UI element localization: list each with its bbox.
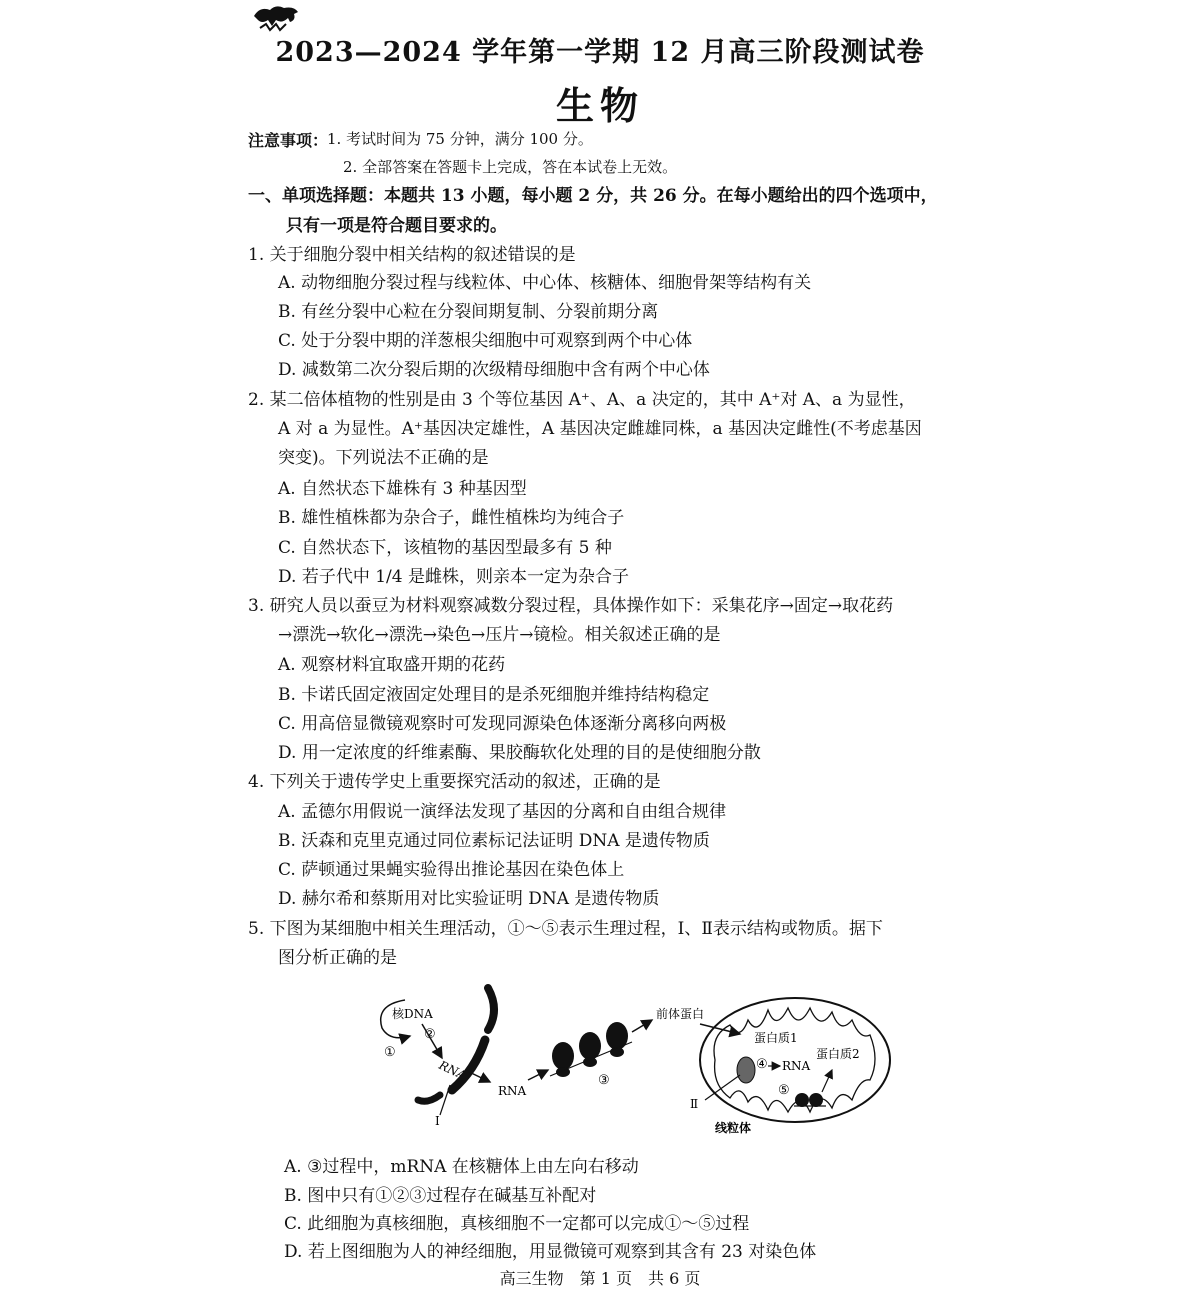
q5-stem-line2: 图分析正确的是 <box>278 948 397 968</box>
note-item-2: 2. 全部答案在答题卡上完成，答在本试卷上无效。 <box>343 158 678 176</box>
q5-option-a: A. ③过程中，mRNA 在核糖体上由左向右移动 <box>284 1157 639 1177</box>
q5-stem-line1: 5. 下图为某细胞中相关生理活动，①～⑤表示生理过程，Ⅰ、Ⅱ表示结构或物质。据下 <box>248 919 883 939</box>
q4-stem: 4. 下列关于遗传学史上重要探究活动的叙述，正确的是 <box>248 772 661 792</box>
logo-icon <box>250 2 302 32</box>
page-footer: 高三生物 第 1 页 共 6 页 <box>499 1269 701 1288</box>
rna-label-1: RNA <box>436 1058 469 1083</box>
q1-option-d: D. 减数第二次分裂后期的次级精母细胞中含有两个中心体 <box>278 360 710 380</box>
note-item-1: 1. 考试时间为 75 分钟，满分 100 分。 <box>327 130 593 148</box>
rna-label-3: RNA <box>782 1059 811 1073</box>
process-4-label: ④ <box>756 1057 768 1072</box>
process-1-label: ① <box>384 1045 396 1060</box>
nuclear-envelope <box>488 988 494 1030</box>
process-5-label: ⑤ <box>778 1083 790 1098</box>
ribosomes <box>552 1022 628 1077</box>
q5-option-c: C. 此细胞为真核细胞，真核细胞不一定都可以完成①～⑤过程 <box>284 1214 750 1234</box>
process-2-label: ② <box>424 1027 436 1042</box>
q1-option-a: A. 动物细胞分裂过程与线粒体、中心体、核糖体、细胞骨架等结构有关 <box>278 273 812 293</box>
notes-label: 注意事项： <box>248 131 329 150</box>
q1-option-b: B. 有丝分裂中心粒在分裂间期复制、分裂前期分离 <box>278 302 659 322</box>
q2-option-d: D. 若子代中 1/4 是雌株，则亲本一定为杂合子 <box>278 567 629 587</box>
exam-title: 2023—2024 学年第一学期 12 月高三阶段测试卷 <box>275 37 925 68</box>
cell-process-diagram <box>370 980 900 1135</box>
q1-option-c: C. 处于分裂中期的洋葱根尖细胞中可观察到两个中心体 <box>278 331 693 351</box>
mito-dna <box>737 1057 755 1083</box>
structure-1-label: Ⅰ <box>435 1114 440 1128</box>
nuclear-dna-label: 核DNA <box>392 1007 433 1021</box>
q3-option-a: A. 观察材料宜取盛开期的花药 <box>278 655 506 675</box>
q2-option-b: B. 雄性植株都为杂合子，雌性植株均为纯合子 <box>278 508 625 528</box>
q2-stem-line1: 2. 某二倍体植物的性别是由 3 个等位基因 A⁺、A、a 决定的，其中 A⁺对 A、a 为显性， <box>248 390 916 410</box>
q5-option-d: D. 若上图细胞为人的神经细胞，用显微镜可观察到其含有 23 对染色体 <box>284 1242 817 1262</box>
q3-stem-line1: 3. 研究人员以蚕豆为材料观察减数分裂过程，具体操作如下：采集花序→固定→取花药 <box>248 596 894 616</box>
q4-option-b: B. 沃森和克里克通过同位素标记法证明 DNA 是遗传物质 <box>278 831 710 851</box>
protein-1-label: 蛋白质1 <box>754 1031 798 1045</box>
q2-option-a: A. 自然状态下雄株有 3 种基因型 <box>278 479 527 499</box>
rna-label-2: RNA <box>498 1084 527 1098</box>
mitochondrion-label: 线粒体 <box>715 1121 752 1135</box>
section-heading-cont: 只有一项是符合题目要求的。 <box>286 216 507 236</box>
q4-option-d: D. 赫尔希和蔡斯用对比实验证明 DNA 是遗传物质 <box>278 889 660 909</box>
protein-2-label: 蛋白质2 <box>816 1047 860 1061</box>
process-3-label: ③ <box>598 1073 610 1088</box>
q5-option-b: B. 图中只有①②③过程存在碱基互补配对 <box>284 1186 597 1206</box>
q1-stem: 1. 关于细胞分裂中相关结构的叙述错误的是 <box>248 245 576 265</box>
q3-option-b: B. 卡诺氏固定液固定处理目的是杀死细胞并维持结构稳定 <box>278 685 710 705</box>
structure-2-label: Ⅱ <box>690 1097 699 1111</box>
precursor-protein-label: 前体蛋白 <box>656 1007 705 1021</box>
q3-option-c: C. 用高倍显微镜观察时可发现同源染色体逐渐分离移向两极 <box>278 714 727 734</box>
q2-stem-line2: A 对 a 为显性。A⁺基因决定雄性，A 基因决定雌雄同株，a 基因决定雌性(不考虑基因 <box>278 419 922 439</box>
subject-title: 生物 <box>555 83 644 128</box>
q2-option-c: C. 自然状态下，该植物的基因型最多有 5 种 <box>278 538 612 558</box>
q4-option-c: C. 萨顿通过果蝇实验得出推论基因在染色体上 <box>278 860 625 880</box>
q4-option-a: A. 孟德尔用假说一演绎法发现了基因的分离和自由组合规律 <box>278 802 727 822</box>
section-heading: 一、单项选择题：本题共 13 小题，每小题 2 分，共 26 分。在每小题给出的四个选项中， <box>248 186 938 206</box>
q3-stem-line2: →漂洗→软化→漂洗→染色→压片→镜检。相关叙述正确的是 <box>278 625 721 645</box>
q3-option-d: D. 用一定浓度的纤维素酶、果胶酶软化处理的目的是使细胞分散 <box>278 743 761 763</box>
q2-stem-line3: 突变)。下列说法不正确的是 <box>278 448 489 468</box>
